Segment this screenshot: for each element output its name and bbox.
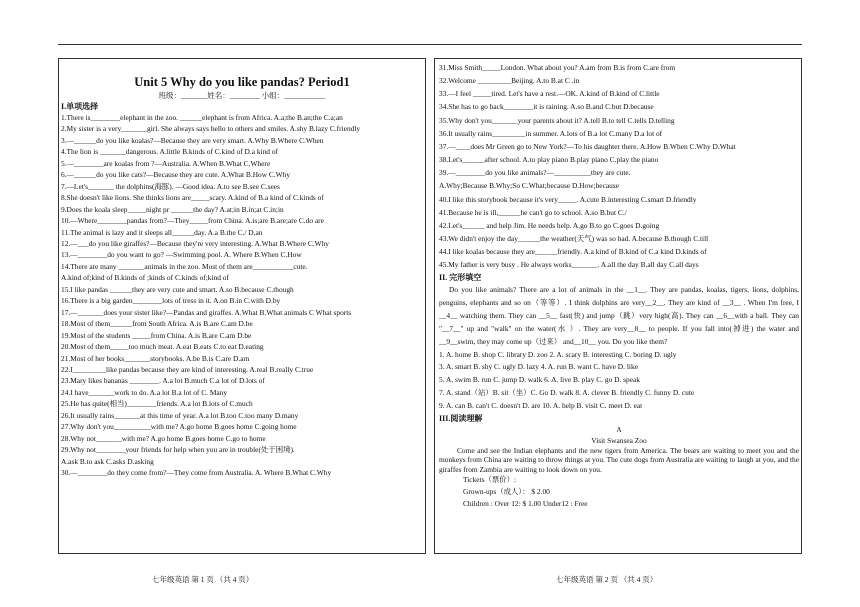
question-item: A.Why;Because B.Why;So C.What;because D.How;because bbox=[439, 181, 619, 191]
page-2-panel bbox=[434, 58, 802, 554]
section-heading-cloze: II. 完形填空 bbox=[439, 272, 482, 282]
question-item: 14.There are many _______animals in the zoo. Most of them are___________cute. bbox=[61, 261, 308, 271]
question-item: 5.—________are koalas from ?—Australia. A.When B.What C.Where bbox=[61, 158, 271, 168]
question-item: 18.Most of them______from South Africa. A.is B.are C.am D.be bbox=[61, 319, 253, 329]
ticket-line: Tickets（票价）: bbox=[463, 475, 517, 485]
header-rule bbox=[58, 44, 802, 45]
question-item: 10.—Where________pandas from?—They_____from China. A.is;are B.are;are C.do are bbox=[61, 216, 324, 226]
question-item: 43.We didn't enjoy the day______the weather(天气) was so bad. A.because B.though C.till bbox=[439, 234, 709, 244]
question-item: 39.—________do you like animals?—__________they are cute. bbox=[439, 168, 631, 178]
question-item: 35.Why don't you_______your parents about it? A.tell B.to tell C.tells D.telling bbox=[439, 115, 675, 125]
question-item: 2.My sister is a very_______girl. She always says hello to others and smiles. A.shy B.lazy C.friendly bbox=[61, 124, 361, 134]
question-item: 25.He has quite(相当)________friends. A.a lot B.lots of C.much bbox=[61, 399, 253, 409]
section-heading-reading: III.阅读理解 bbox=[439, 413, 483, 423]
question-item: 7.—Let's_______ the dolphins(海豚). —Good idea. A.to see B.see C.sees bbox=[61, 181, 280, 191]
question-item: 30.—________do they come from?—They come from Australia. A. Where B.What C.Why bbox=[61, 468, 332, 478]
ticket-line: Children : Over 12: $ 1.00 Under12 : Free bbox=[463, 498, 588, 508]
cloze-options bbox=[439, 349, 799, 413]
question-item: 29.Why not________your friends for help when you are in trouble(处于困境). bbox=[61, 445, 295, 455]
question-item: 8.She doesn't like lions. She thinks lions are_____scary. A.kind of B.a kind of C.kinds of bbox=[61, 193, 324, 203]
question-item: A.ask B.to ask C.asks D.asking bbox=[61, 456, 154, 466]
question-item: 4.The lion is _______dangerous. A.little B.kinds of C.kind of D.a kind of bbox=[61, 147, 278, 157]
question-item: 1.There is________elephant in the zoo. ______elephant is from Africa. A.a;the B.an;the C.a;an bbox=[61, 113, 343, 122]
question-item: 41.Because he is ill,______he can't go to school. A.so B.but C./ bbox=[439, 207, 627, 217]
question-item: 16.There is a big garden________lots of tress in it. A.on B.in C.with D.by bbox=[61, 296, 281, 306]
question-item: A.kind of;kind of B.kinds of ;kinds of C.kinds of;kind of bbox=[61, 273, 229, 283]
passage-text: Come and see the Indian elephants and the new tigers from America. The bears are waiting to meet you and the monkeys from China are waiting to throw things at you. The cute dogs from Australia are waiting to laugh at you, and the giraffes from Zambia are waiting to look down on you. bbox=[439, 445, 799, 474]
question-item: 33.—I feel _____tired. Let's have a rest.—OK. A.kind of B.kind of C.little bbox=[439, 89, 660, 99]
question-list-31-45 bbox=[439, 61, 799, 272]
cloze-option-row: 7. A. stand（站）B. sit（坐）C. Go D. walk 8. A. clever B. friendly C. funny D. cute bbox=[439, 387, 695, 397]
question-item: 42.Let's______ and help Jim. He needs help. A.go B.to go C.goes D.going bbox=[439, 220, 660, 230]
question-item: 20.Most of them_____too much meat. A.eat B.eats C.to eat D.eating bbox=[61, 342, 264, 352]
question-item: 38.Let's______after school. A.to play piano B.play piano C.play the piano bbox=[439, 155, 659, 165]
question-item: 9.Does the koala sleep_____night pr ______the day? A.at;in B.in;at C.in;in bbox=[61, 204, 284, 214]
passage-label: A bbox=[616, 424, 622, 434]
worksheet-title: Unit 5 Why do you like pandas? Period1 bbox=[134, 75, 350, 89]
question-item: 12.—___do you like giraffes?—Because they're very interesting. A.What B.Where C.Why bbox=[61, 238, 329, 248]
question-item: 44.I like koalas because they are______friendly. A.a kind of B.kind of C.a kind D.kinds of bbox=[439, 247, 707, 257]
question-item: 40.I like this storybook because it's very_____. A.cute B.interesting C.smart D.friendly bbox=[439, 194, 697, 204]
question-item: 26.It usually rains_______at this time of year. A.a lot B.too C.too many D.many bbox=[61, 410, 299, 420]
question-item: 19.Most of the students _____from China. A.is B.are C.am D.be bbox=[61, 330, 252, 340]
question-list-1-30 bbox=[61, 112, 423, 479]
footer-page-1: 七年级英语 第 1 页 （共 4 页） bbox=[152, 575, 254, 584]
question-item: 27.Why don't you__________with me? A.go home B.goes home C.going home bbox=[61, 422, 297, 432]
question-item: 22.I_________like pandas because they are kind of interesting. A.real B.really C.true bbox=[61, 364, 314, 374]
student-info-line: 班级：_______姓名：________ 小组：___________ bbox=[158, 91, 326, 100]
question-item: 45.My father is very busy . He always works_______. A.all the day B.all day C.all days bbox=[439, 260, 699, 270]
question-item: 11.The animal is lazy and it sleeps all______day. A.a B.the C./ D,an bbox=[61, 227, 263, 237]
footer-page-2: 七年级英语 第 2 页 （共 4 页） bbox=[556, 575, 658, 584]
question-item: 34.She has to go back________it is raining. A.so B.and C.but D.because bbox=[439, 102, 654, 112]
question-item: 6.—______do you like cats?—Because they are cute. A.What B.How C.Why bbox=[61, 170, 291, 180]
question-item: 31.Miss Smith_____London. What about you? A.am from B.is from C.are from bbox=[439, 63, 676, 72]
question-item: 37.—____does Mr Green go to New York?—To his daughter there. A.How B.When C.Why D.What bbox=[439, 141, 736, 151]
page-1-panel bbox=[58, 58, 426, 554]
question-item: 24.I have_______work to do. A.a lot B.a lot of C. Many bbox=[61, 387, 228, 397]
passage-title: Visit Swansea Zoo bbox=[591, 435, 647, 445]
question-item: 13.—________do you want to go? —Swimming pool. A. Where B.When C.How bbox=[61, 250, 302, 260]
section-heading-multiple-choice: I.单项选择 bbox=[61, 102, 99, 111]
question-item: 3.—______do you like koalas?—Because they are very smart. A.Why B.Where C.When bbox=[61, 135, 324, 145]
question-item: 28.Why not_______with me? A.go home B.goes home C.go to home bbox=[61, 433, 266, 443]
ticket-info bbox=[439, 474, 799, 509]
question-item: 21.Most of her books_______storybooks. A.be B.is C.are D.am bbox=[61, 353, 250, 363]
ticket-line: Grown-ups（成人）： $ 2.00 bbox=[463, 487, 550, 497]
cloze-option-row: 5. A. swim B. run C. jump D. walk 6. A. live B. play C. go D. speak bbox=[439, 375, 640, 385]
question-item: 17.—_______does your sister like?—Pandas and giraffes. A.What B.What animals C What sports bbox=[61, 307, 352, 317]
question-item: 32.Welcome _________Beijing. A.to B.at C .in bbox=[439, 76, 580, 86]
cloze-passage: Do you like animals? There are a lot of animals in the __1__. They are pandas, koalas, tigers, lions, dolphins, penguins, elephants and so on（等等）. I think dolphins are very__2__. They are kind of __3__ . When I'm free, I __4__ watching them. They can __5__ fast(快) and jump（跳）very high(高). They can __6__with a ball. They can "__7__" up and "walk" on the water(水 ）. They are very__8__ to people. If you fall into(掉进) the water and __9__swim, they may come up（过来） and__10__ you. Do you like them? bbox=[439, 284, 799, 347]
question-item: 23.Mary likes bananas ________. A.a lot B.much C.a lot of D.lots of bbox=[61, 376, 265, 386]
cloze-option-row: 9. A. can B. can't C. doesn't D. are 10. A. help B. visit C. meet D. eat bbox=[439, 400, 643, 410]
cloze-option-row: 3. A. smart B. shy C. ugly D. lazy 4. A. run B. want C. have D. like bbox=[439, 362, 638, 372]
question-item: 15.I like pandas ______they are very cute and smart. A.so B.because C.though bbox=[61, 284, 294, 294]
question-item: 36.It usually rains_________in summer. A.lots of B.a lot C.many D.a lot of bbox=[439, 128, 663, 138]
cloze-option-row: 1. A. home B. shop C. library D. zoo 2. A. scary B. interesting C. boring D. ugly bbox=[439, 349, 677, 359]
